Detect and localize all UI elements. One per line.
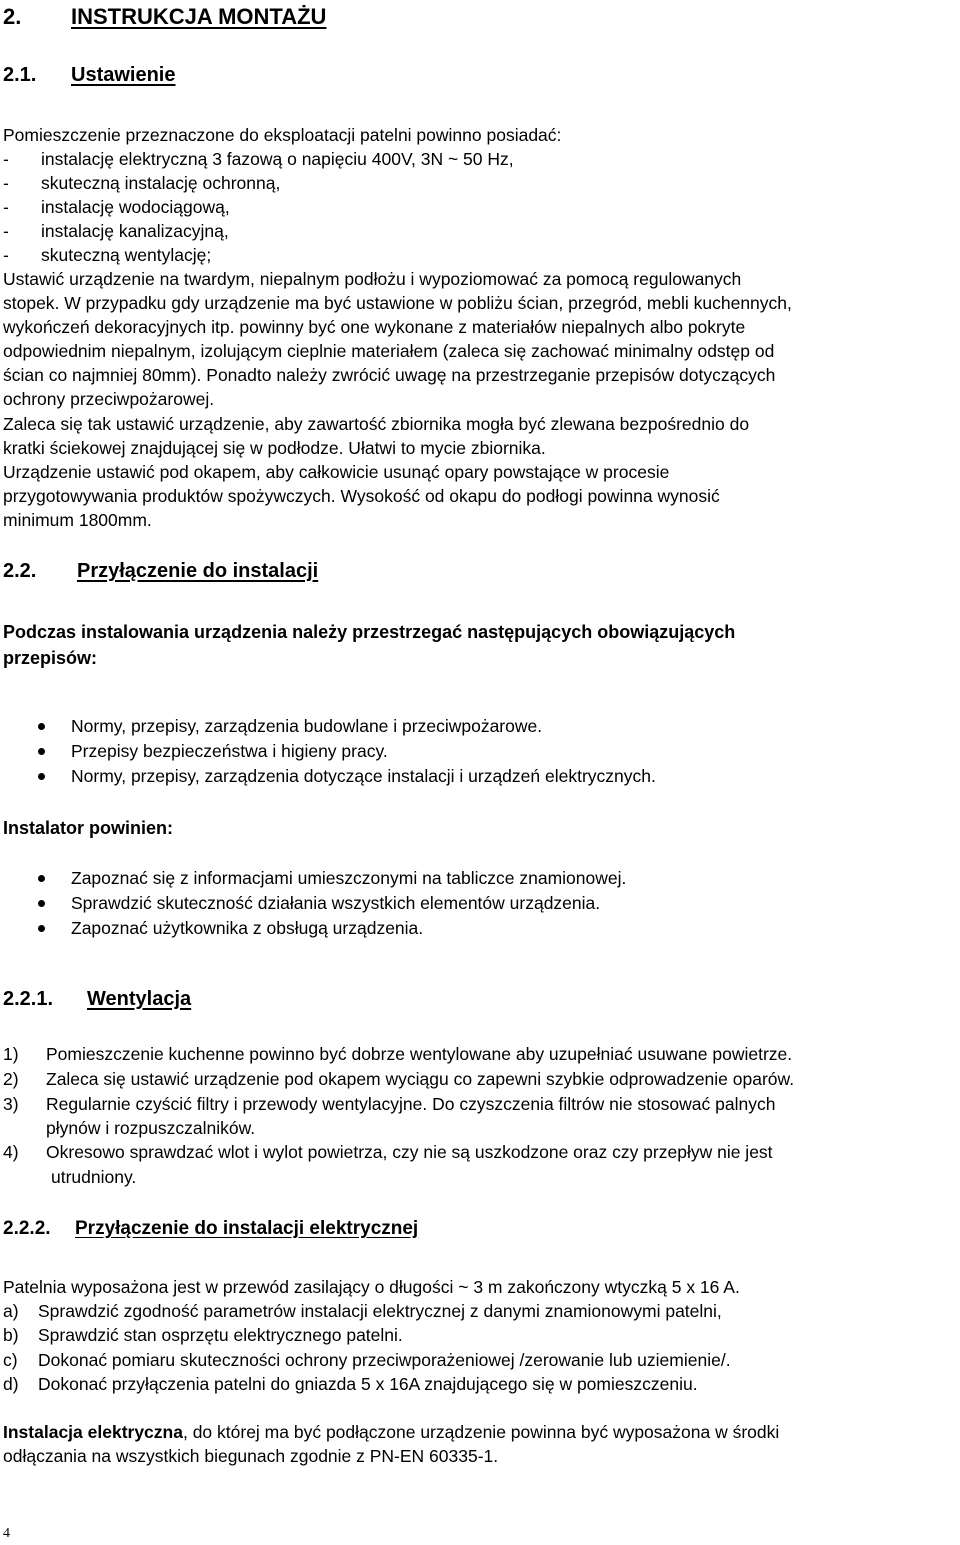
section-2-2-1-heading (3, 988, 191, 1011)
ventilation-item: 2) Zaleca się ustawić urządzenie pod okapem wyciągu co zapewni szybkie odprowadzenie oparów. (3, 1069, 795, 1089)
requirement-item: - instalację elektryczną 3 fazową o napięciu 400V, 3N ~ 50 Hz, (3, 149, 514, 169)
bullet-icon (38, 900, 45, 907)
bullet-icon (38, 748, 45, 755)
paragraph-line: wykończeń dekoracyjnych itp. powinny być one wykonane z materiałów niepalnych albo pokryte (3, 317, 746, 337)
ventilation-item-cont: utrudniony. (51, 1167, 137, 1187)
section-2-2-title: Przyłączenie do instalacji (77, 560, 319, 582)
document-page: 2. INSTRUKCJA MONTAŻU 2.1. Ustawienie Pomieszczenie przeznaczone do eksploatacji patelni powinno posiadać: - instalację elektryczną 3 fazową o napięciu 400V, 3N ~ 50 Hz, - skuteczną instalację ochronną, - instalację wodociągową, - instalację kanalizacyjną, - skuteczną wentylację; Ustawić urządzenie na twardym, niepalnym podłożu i wypoziomować za pomocą regulowanych stopek. W przypadku gdy urządzenie ma być ustawione w pobliżu ścian, przegród, mebli kuchennych, wykończeń dekoracyjnych itp. powinny być one wykonane z materiałów niepalnych albo pokryte odpowiednim niepalnym, izolującym cieplnie materiałem (zaleca się zachować minimalny odstęp od ścian co najmniej 80mm). Ponadto należy zwrócić uwagę na przestrzeganie przepisów dotyczących ochrony przeciwpożarowej. Zaleca się tak ustawić urządzenie, aby zawartość zbiornika mogła być zlewana bezpośrednio do kratki ściekowej znajdującej się w podłodze. Ułatwi to mycie zbiornika. Urządzenie ustawić pod okapem, aby całkowicie usunąć opary powstające w procesie przygotowywania produktów spożywczych. Wysokość od okapu do podłogi powinna wynosić minimum 1800mm. 2.2. Przyłączenie do instalacji Podczas instalowania urządzenia należy przestrzegać następujących obowiązujących przepisów: Normy, przepisy, zarządzenia budowlane i przeciwpożarowe. Przepisy bezpieczeństwa i higieny pracy. Normy, przepisy, zarządzenia dotyczące instalacji i urządzeń elektrycznych. Instalator powinien: Zapoznać się z informacjami umieszczonymi na tabliczce znamionowej. Sprawdzić skuteczność działania wszystkich elementów urządzenia. Zapoznać użytkownika z obsługą urządzenia. 2.2.1. Wentylacja 1) Pomieszczenie kuchenne powinno być dobrze wentylowane aby uzupełniać usuwane powietrze. 2) Zaleca się ustawić urządzenie pod okapem wyciągu co zapewni szybkie odprowadzenie oparów. 3) Regularnie czyścić filtry i przewody wentylacyjne. Do czyszczenia filtrów nie stosować palnych płynów i rozpuszczalników. 4) Okresowo sprawdzać wlot i wylot powietrza, czy nie są uszkodzone oraz czy przepływ nie jest utrudniony. 2.2.2. Przyłączenie do instalacji elektrycznej Patelnia wyposażona jest w przewód zasilający o długości ~ 3 m zakończony wtyczką 5 x 16 A. a) Sprawdzić zgodność parametrów instalacji elektrycznej z danymi znamionowymi patelni, b) Sprawdzić stan osprzętu elektrycznego patelni. c) Dokonać pomiaru skuteczności ochrony przeciwporażeniowej /zerowanie lub uziemienie/. d) Dokonać przyłączenia patelni do gniazda 5 x 16A znajdującego się w pomieszczeniu. Instalacja elektryczna, do której ma być podłączone urządzenie powinna być wyposażona w środki odłączania na wszystkich biegunach zgodnie z PN-EN 60335-1. 4 (3, 4, 795, 1541)
bullet-icon (38, 773, 45, 780)
page-number: 4 (3, 1526, 10, 1541)
paragraph-line: przygotowywania produktów spożywczych. Wysokość od okapu do podłogi powinna wynosić (3, 486, 720, 506)
requirement-item: - instalację kanalizacyjną, (3, 221, 229, 241)
section-2-2-2-number: 2.2.2. (3, 1218, 51, 1239)
requirement-item: - skuteczną wentylację; (3, 245, 212, 265)
bullet-icon (38, 723, 45, 730)
main-heading-number: 2. (3, 4, 22, 29)
paragraph-line: stopek. W przypadku gdy urządzenie ma być ustawione w pobliżu ścian, przegród, mebli kuchennych, (3, 293, 792, 313)
paragraph-line: Urządzenie ustawić pod okapem, aby całkowicie usunąć opary powstające w procesie (3, 462, 670, 482)
requirement-item: - skuteczną instalację ochronną, (3, 173, 281, 193)
installer-heading: Instalator powinien: (3, 818, 174, 838)
section-2-2-1-number: 2.2.1. (3, 988, 54, 1010)
section-2-1-number: 2.1. (3, 64, 37, 86)
regulations-heading: Podczas instalowania urządzenia należy przestrzegać następujących obowiązujących (3, 622, 736, 642)
main-heading-title: INSTRUKCJA MONTAŻU (71, 4, 327, 29)
ventilation-item: 1) Pomieszczenie kuchenne powinno być dobrze wentylowane aby uzupełniać usuwane powietrze. (3, 1044, 793, 1064)
paragraph-line: Zaleca się tak ustawić urządzenie, aby zawartość zbiornika mogła być zlewana bezpośrednio do (3, 414, 750, 434)
paragraph-line: odpowiednim niepalnym, izolującym cieplnie materiałem (zaleca się zachować minimalny odstęp od (3, 341, 775, 361)
bullet-icon (38, 925, 45, 932)
electrical-note-cont: odłączania na wszystkich biegunach zgodnie z PN-EN 60335-1. (3, 1446, 499, 1466)
electrical-step: c) Dokonać pomiaru skuteczności ochrony przeciwporażeniowej /zerowanie lub uziemienie/. (3, 1350, 731, 1370)
requirement-item: - instalację wodociągową, (3, 197, 230, 217)
main-heading (3, 4, 326, 30)
paragraph-line: kratki ściekowej znajdującej się w podłodze. Ułatwi to mycie zbiornika. (3, 438, 546, 458)
electrical-step: d) Dokonać przyłączenia patelni do gniazda 5 x 16A znajdującego się w pomieszczeniu. (3, 1374, 698, 1394)
bullet-icon (38, 875, 45, 882)
electrical-step: b) Sprawdzić stan osprzętu elektrycznego patelni. (3, 1325, 403, 1345)
section-2-1-title: Ustawienie (71, 64, 176, 86)
section-2-2-2-heading (3, 1218, 418, 1240)
ventilation-item: 3) Regularnie czyścić filtry i przewody wentylacyjne. Do czyszczenia filtrów nie stosować palnych (3, 1094, 776, 1114)
section-2-2-1-title: Wentylacja (87, 988, 192, 1010)
electrical-intro: Patelnia wyposażona jest w przewód zasilający o długości ~ 3 m zakończony wtyczką 5 x 16 A. (3, 1277, 740, 1297)
section-2-2-number: 2.2. (3, 560, 37, 582)
electrical-note: Instalacja elektryczna, do której ma być podłączone urządzenie powinna być wyposażona w środki (3, 1422, 780, 1442)
ventilation-item: 4) Okresowo sprawdzać wlot i wylot powietrza, czy nie są uszkodzone oraz czy przepływ nie jest (3, 1142, 773, 1162)
section-2-1-intro: Pomieszczenie przeznaczone do eksploatacji patelni powinno posiadać: (3, 125, 562, 145)
section-2-2-heading (3, 560, 318, 583)
paragraph-line: Ustawić urządzenie na twardym, niepalnym podłożu i wypoziomować za pomocą regulowanych (3, 269, 742, 289)
paragraph-line: ochrony przeciwpożarowej. (3, 389, 215, 409)
section-2-2-2-title: Przyłączenie do instalacji elektrycznej (75, 1218, 419, 1239)
ventilation-item-cont: płynów i rozpuszczalników. (46, 1118, 256, 1138)
paragraph-line: ścian co najmniej 80mm). Ponadto należy zwrócić uwagę na przestrzeganie przepisów dotyczących (3, 365, 776, 385)
regulations-heading-cont: przepisów: (3, 648, 98, 668)
paragraph-line: minimum 1800mm. (3, 510, 152, 530)
section-2-1-heading (3, 64, 175, 87)
electrical-note-bold: Instalacja elektryczna (3, 1422, 183, 1442)
electrical-step: a) Sprawdzić zgodność parametrów instalacji elektrycznej z danymi znamionowymi patelni, (3, 1301, 722, 1321)
